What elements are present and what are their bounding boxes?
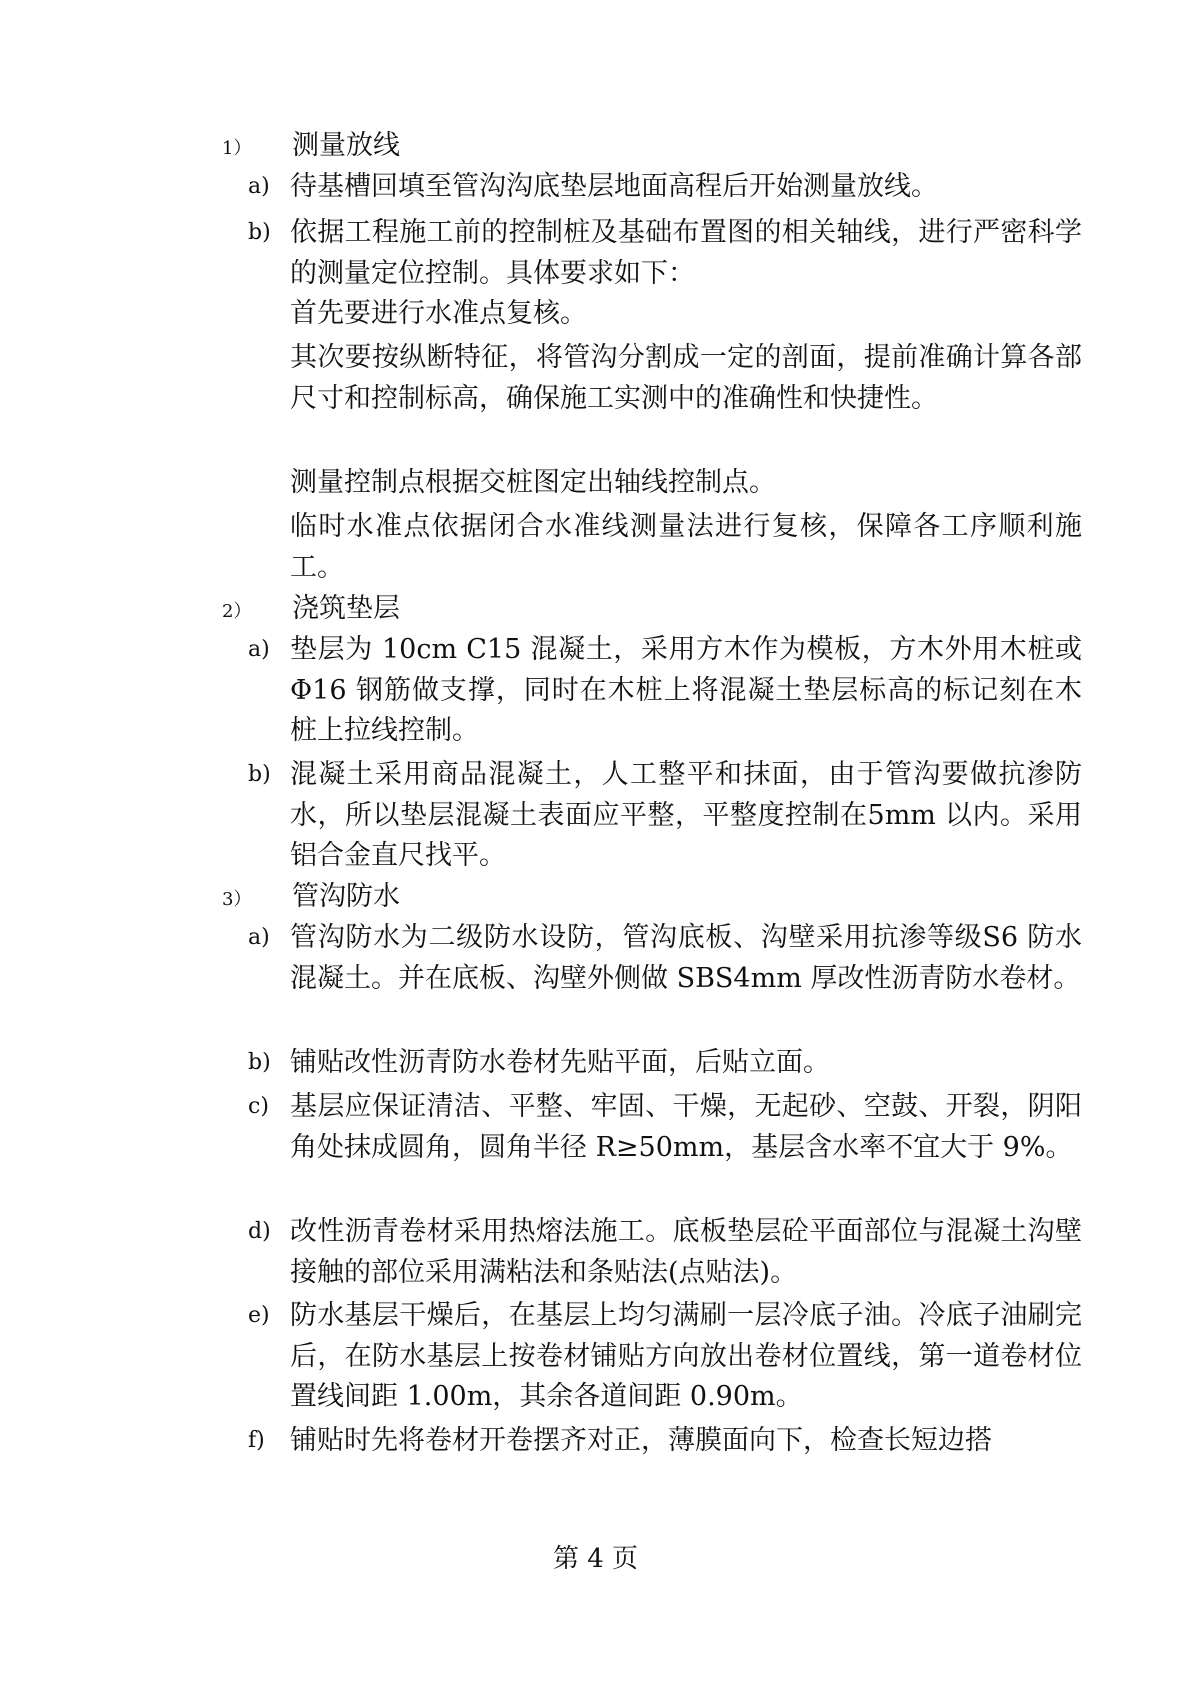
item-marker: b) [248, 762, 271, 787]
item-text: 铺贴时先将卷材开卷摆齐对正，薄膜面向下，检查长短边搭 [290, 1425, 992, 1456]
item-text: 垫层为 10cm C15 混凝土，采用方木作为模板，方木外用木桩或 Φ16 钢筋做支撑，同时在木桩上将混凝土垫层标高的标记刻在木桩上拉线控制。 [290, 634, 1082, 746]
item-marker: a) [248, 637, 270, 662]
item-text: 混凝土采用商品混凝土，人工整平和抹面，由于管沟要做抗渗防水，所以垫层混凝土表面应平整，平整度控制在5mm 以内。采用铝合金直尺找平。 [290, 759, 1082, 871]
page-footer: 第 4 页 [552, 1544, 639, 1574]
section-number: 1） [222, 138, 252, 159]
item-text: 依据工程施工前的控制桩及基础布置图的相关轴线，进行严密科学的测量定位控制。具体要求如下： [290, 217, 1082, 289]
paragraph: 首先要进行水准点复核。 [290, 298, 587, 329]
item-marker: a) [248, 174, 270, 199]
list-item [248, 755, 1082, 877]
section-heading [222, 126, 1082, 169]
item-text: 铺贴改性沥青防水卷材先贴平面，后贴立面。 [290, 1047, 830, 1078]
paragraph: 其次要按纵断特征，将管沟分割成一定的剖面，提前准确计算各部尺寸和控制标高，确保施工实测中的准确性和快捷性。 [290, 342, 1082, 414]
list-item [248, 167, 1082, 208]
item-marker: f) [248, 1428, 265, 1453]
paragraph: 临时水准点依据闭合水准线测量法进行复核，保障各工序顺利施工。 [290, 511, 1082, 583]
item-text: 基层应保证清洁、平整、牢固、干燥，无起砂、空鼓、开裂，阴阳角处抹成圆角，圆角半径 R≥50mm，基层含水率不宜大于 9%。 [290, 1091, 1082, 1163]
section-heading [222, 877, 1082, 920]
list-item [248, 1296, 1082, 1418]
paragraph: 测量控制点根据交桩图定出轴线控制点。 [290, 467, 776, 498]
list-item [248, 918, 1082, 999]
list-item [248, 1212, 1082, 1293]
section-title: 管沟防水 [292, 881, 400, 912]
section-title: 浇筑垫层 [292, 593, 400, 624]
item-text: 改性沥青卷材采用热熔法施工。底板垫层砼平面部位与混凝土沟壁接触的部位采用满粘法和条贴法(点贴法)。 [290, 1216, 1082, 1288]
list-item [248, 630, 1082, 752]
section-number: 3） [222, 889, 252, 910]
list-item [248, 213, 1082, 294]
section-number: 2） [222, 601, 252, 622]
item-marker: b) [248, 1050, 271, 1075]
item-marker: a) [248, 925, 270, 950]
list-item [248, 1043, 1082, 1084]
item-text: 防水基层干燥后，在基层上均匀满刷一层冷底子油。冷底子油刷完后，在防水基层上按卷材铺贴方向放出卷材位置线，第一道卷材位置线间距 1.00m，其余各道间距 0.90m。 [290, 1300, 1082, 1412]
item-marker: d) [248, 1219, 271, 1244]
item-marker: e) [248, 1303, 270, 1328]
item-text: 待基槽回填至管沟沟底垫层地面高程后开始测量放线。 [290, 171, 938, 202]
item-marker: b) [248, 220, 271, 245]
section-title: 测量放线 [292, 130, 400, 161]
list-item [248, 1087, 1082, 1168]
list-item [248, 1421, 1082, 1462]
item-text: 管沟防水为二级防水设防，管沟底板、沟壁采用抗渗等级S6 防水混凝土。并在底板、沟壁外侧做 SBS4mm 厚改性沥青防水卷材。 [290, 922, 1082, 994]
item-marker: c) [248, 1094, 269, 1119]
section-heading [222, 589, 1082, 632]
